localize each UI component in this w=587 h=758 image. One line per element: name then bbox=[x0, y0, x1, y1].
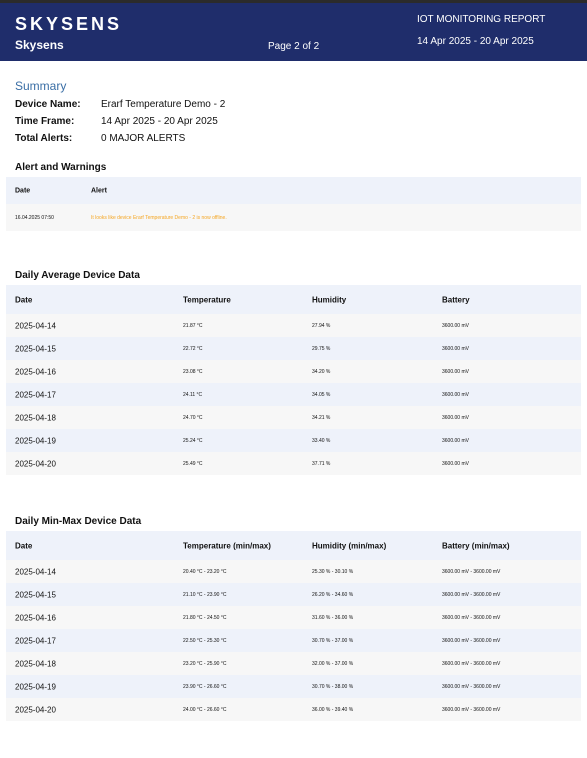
time-frame-value: 14 Apr 2025 - 20 Apr 2025 bbox=[101, 116, 218, 127]
minmax-temperature: 20.40 °C - 23.20 °C bbox=[183, 568, 227, 575]
avg-humidity: 27.94 % bbox=[312, 322, 331, 329]
minmax-battery: 3600.00 mV - 3600.00 mV bbox=[442, 660, 501, 667]
alerts-table bbox=[6, 177, 581, 231]
avg-date: 2025-04-16 bbox=[15, 367, 56, 376]
table-row bbox=[6, 698, 581, 721]
avg-date: 2025-04-15 bbox=[15, 344, 56, 353]
minmax-battery: 3600.00 mV - 3600.00 mV bbox=[442, 614, 501, 621]
time-frame-label: Time Frame: bbox=[15, 116, 75, 127]
avg-col-battery: Battery bbox=[442, 295, 470, 304]
avg-temperature: 24.70 °C bbox=[183, 414, 203, 421]
page-number: Page 2 of 2 bbox=[268, 41, 320, 52]
minmax-temperature: 21.10 °C - 23.90 °C bbox=[183, 591, 227, 598]
table-row bbox=[6, 629, 581, 652]
brand-name: Skysens bbox=[15, 38, 64, 52]
alert-row bbox=[6, 204, 581, 231]
minmax-date: 2025-04-20 bbox=[15, 705, 56, 714]
minmax-humidity: 26.20 % - 34.60 % bbox=[312, 591, 354, 598]
avg-humidity: 34.20 % bbox=[312, 368, 331, 375]
minmax-battery: 3600.00 mV - 3600.00 mV bbox=[442, 706, 501, 713]
daily-minmax-header bbox=[6, 531, 581, 560]
avg-temperature: 24.11 °C bbox=[183, 391, 203, 398]
table-row bbox=[6, 406, 581, 429]
report-header bbox=[0, 3, 587, 61]
total-alerts-value: 0 MAJOR ALERTS bbox=[101, 133, 186, 144]
report-date-range: 14 Apr 2025 - 20 Apr 2025 bbox=[417, 36, 534, 47]
table-row bbox=[6, 675, 581, 698]
avg-battery: 3600.00 mV bbox=[442, 322, 469, 329]
minmax-temperature: 23.20 °C - 25.90 °C bbox=[183, 660, 227, 667]
minmax-battery: 3600.00 mV - 3600.00 mV bbox=[442, 683, 501, 690]
minmax-temperature: 24.00 °C - 26.60 °C bbox=[183, 706, 227, 713]
minmax-col-battery: Battery (min/max) bbox=[442, 541, 510, 550]
minmax-date: 2025-04-14 bbox=[15, 567, 56, 576]
avg-battery: 3600.00 mV bbox=[442, 414, 469, 421]
minmax-col-date: Date bbox=[15, 541, 33, 550]
daily-avg-header bbox=[6, 285, 581, 314]
daily-minmax-title: Daily Min-Max Device Data bbox=[15, 516, 142, 527]
minmax-temperature: 23.90 °C - 26.60 °C bbox=[183, 683, 227, 690]
avg-date: 2025-04-18 bbox=[15, 413, 56, 422]
minmax-temperature: 21.80 °C - 24.50 °C bbox=[183, 614, 227, 621]
summary-title: Summary bbox=[15, 79, 67, 93]
minmax-date: 2025-04-17 bbox=[15, 636, 56, 645]
minmax-col-temperature: Temperature (min/max) bbox=[183, 541, 271, 550]
avg-battery: 3600.00 mV bbox=[442, 460, 469, 467]
avg-battery: 3600.00 mV bbox=[442, 391, 469, 398]
alerts-table-header bbox=[6, 177, 581, 204]
minmax-humidity: 25.30 % - 30.10 % bbox=[312, 568, 354, 575]
daily-avg-table bbox=[6, 285, 581, 475]
minmax-humidity: 32.00 % - 37.00 % bbox=[312, 660, 354, 667]
minmax-date: 2025-04-15 bbox=[15, 590, 56, 599]
avg-date: 2025-04-14 bbox=[15, 321, 56, 330]
avg-date: 2025-04-19 bbox=[15, 436, 56, 445]
avg-temperature: 25.49 °C bbox=[183, 460, 203, 467]
table-row bbox=[6, 606, 581, 629]
table-row bbox=[6, 452, 581, 475]
avg-col-humidity: Humidity bbox=[312, 295, 347, 304]
avg-battery: 3600.00 mV bbox=[442, 437, 469, 444]
table-row bbox=[6, 314, 581, 337]
minmax-col-humidity: Humidity (min/max) bbox=[312, 541, 387, 550]
minmax-humidity: 31.60 % - 36.00 % bbox=[312, 614, 354, 621]
table-row bbox=[6, 429, 581, 452]
summary-alerts-row bbox=[15, 133, 185, 144]
minmax-date: 2025-04-16 bbox=[15, 613, 56, 622]
minmax-battery: 3600.00 mV - 3600.00 mV bbox=[442, 568, 501, 575]
avg-humidity: 37.71 % bbox=[312, 460, 331, 467]
alerts-col-date: Date bbox=[15, 187, 31, 194]
alert-date: 16.04.2025 07:50 bbox=[15, 214, 54, 221]
minmax-battery: 3600.00 mV - 3600.00 mV bbox=[442, 591, 501, 598]
device-name-label: Device Name: bbox=[15, 99, 81, 110]
summary-timeframe-row bbox=[15, 116, 218, 127]
avg-battery: 3600.00 mV bbox=[442, 368, 469, 375]
avg-battery: 3600.00 mV bbox=[442, 345, 469, 352]
table-row bbox=[6, 583, 581, 606]
table-row bbox=[6, 652, 581, 675]
minmax-temperature: 22.50 °C - 25.30 °C bbox=[183, 637, 227, 644]
avg-date: 2025-04-20 bbox=[15, 459, 56, 468]
minmax-humidity: 30.70 % - 37.00 % bbox=[312, 637, 354, 644]
avg-humidity: 34.21 % bbox=[312, 414, 331, 421]
device-name-value: Erarf Temperature Demo - 2 bbox=[101, 99, 226, 110]
table-row bbox=[6, 560, 581, 583]
minmax-date: 2025-04-19 bbox=[15, 682, 56, 691]
avg-col-temperature: Temperature bbox=[183, 295, 231, 304]
avg-col-date: Date bbox=[15, 295, 33, 304]
minmax-date: 2025-04-18 bbox=[15, 659, 56, 668]
avg-humidity: 29.75 % bbox=[312, 345, 331, 352]
daily-avg-title: Daily Average Device Data bbox=[15, 270, 140, 281]
avg-temperature: 23.08 °C bbox=[183, 368, 203, 375]
minmax-humidity: 36.00 % - 39.40 % bbox=[312, 706, 354, 713]
avg-temperature: 22.72 °C bbox=[183, 345, 203, 352]
summary-device-row bbox=[15, 99, 225, 110]
total-alerts-label: Total Alerts: bbox=[15, 133, 73, 144]
avg-temperature: 21.87 °C bbox=[183, 322, 203, 329]
table-row bbox=[6, 383, 581, 406]
daily-minmax-table bbox=[6, 531, 581, 721]
alerts-title: Alert and Warnings bbox=[15, 162, 107, 173]
minmax-battery: 3600.00 mV - 3600.00 mV bbox=[442, 637, 501, 644]
avg-temperature: 25.24 °C bbox=[183, 437, 203, 444]
avg-humidity: 34.05 % bbox=[312, 391, 331, 398]
report-title: IOT MONITORING REPORT bbox=[417, 14, 546, 25]
table-row bbox=[6, 337, 581, 360]
avg-date: 2025-04-17 bbox=[15, 390, 56, 399]
table-row bbox=[6, 360, 581, 383]
alerts-col-alert: Alert bbox=[91, 187, 107, 194]
minmax-humidity: 30.70 % - 38.00 % bbox=[312, 683, 354, 690]
alert-message: It looks like device Erarf Temperature Demo - 2 is now offline. bbox=[91, 214, 227, 221]
skysens-logo: SKYSENS bbox=[15, 14, 123, 34]
avg-humidity: 33.40 % bbox=[312, 437, 331, 444]
